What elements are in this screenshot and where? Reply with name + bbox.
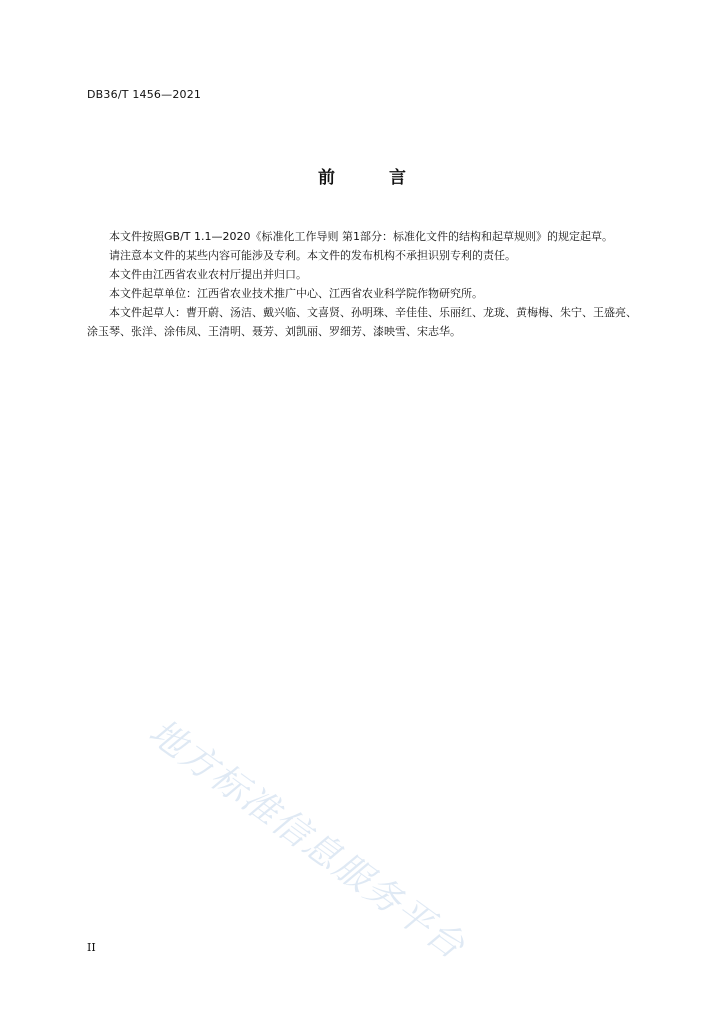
page-number: II bbox=[87, 941, 96, 954]
paragraph-drafting-units: 本文件起草单位：江西省农业技术推广中心、江西省农业科学院作物研究所。 bbox=[109, 287, 483, 300]
paragraph-drafters: 本文件起草人：曹开蔚、汤洁、戴兴临、文喜贤、孙明珠、辛佳佳、乐丽红、龙珑、黄梅梅、朱宁、王盛亮、涂玉琴、张洋、涂伟凤、王清明、聂芳、刘凯丽、罗细芳、漆映雪、宋志华。 bbox=[87, 306, 637, 338]
foreword-body bbox=[87, 227, 647, 341]
paragraph-patent-notice: 请注意本文件的某些内容可能涉及专利。本文件的发布机构不承担识别专利的责任。 bbox=[109, 249, 516, 262]
standard-code: DB36/T 1456—2021 bbox=[87, 88, 202, 101]
paragraph-proposer: 本文件由江西省农业农村厅提出并归口。 bbox=[109, 268, 307, 281]
paragraph-drafting-rules: 本文件按照GB/T 1.1—2020《标准化工作导则 第1部分：标准化文件的结构和起草规则》的规定起草。 bbox=[109, 230, 613, 243]
page-title: 前 言 bbox=[318, 168, 430, 188]
watermark: 地方标准信息服务平台 bbox=[141, 711, 473, 969]
